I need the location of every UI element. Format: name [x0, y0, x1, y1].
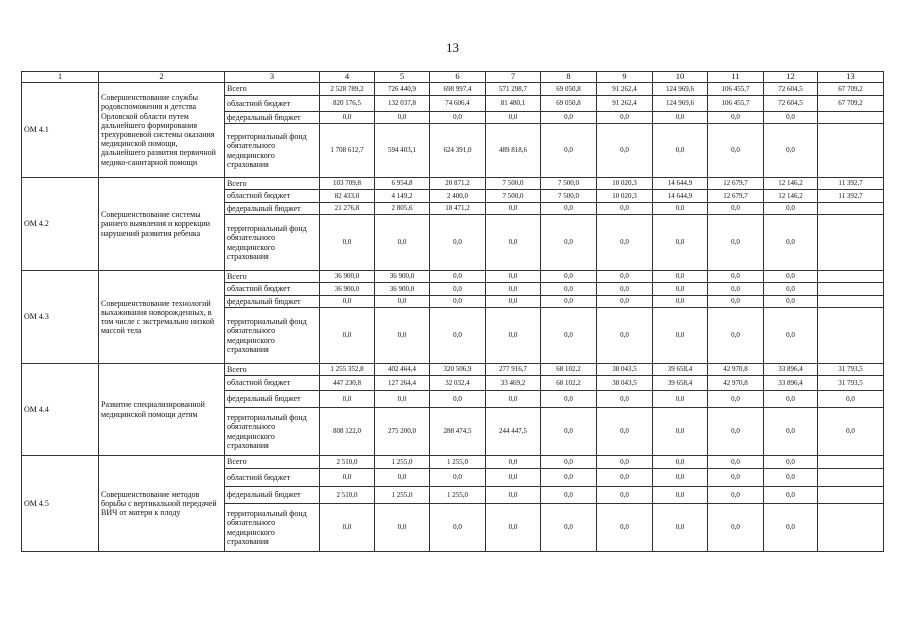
amount-cell: 0,0: [597, 308, 653, 364]
amount-cell: 0,0: [430, 296, 486, 308]
amount-cell: 0,0: [597, 271, 653, 283]
amount-cell: 0,0: [708, 469, 764, 487]
amount-cell: 0,0: [486, 308, 541, 364]
amount-cell: 0,0: [597, 203, 653, 215]
funding-source: федеральный бюджет: [225, 296, 320, 308]
amount-cell: 0,0: [653, 504, 708, 552]
amount-cell: 1 708 612,7: [320, 124, 375, 178]
amount-cell: 103 709,8: [320, 178, 375, 190]
amount-cell: 0,0: [375, 112, 430, 124]
funding-source: территориальный фонд обязательного медицинского страхования: [225, 504, 320, 552]
amount-cell: 0,0: [541, 308, 597, 364]
measure-code: ОМ 4.5: [22, 456, 99, 552]
amount-cell: 21 276,8: [320, 203, 375, 215]
amount-cell: 0,0: [320, 308, 375, 364]
amount-cell: 10 020,3: [597, 190, 653, 203]
amount-cell: 12 679,7: [708, 190, 764, 203]
header-row: [22, 72, 884, 83]
table-row: [22, 364, 884, 376]
amount-cell: 0,0: [486, 504, 541, 552]
column-header: 9: [597, 72, 653, 83]
amount-cell: 67 709,2: [818, 96, 884, 112]
amount-cell: 2 510,0: [320, 487, 375, 504]
amount-cell: 82 433,0: [320, 190, 375, 203]
column-header: 1: [22, 72, 99, 83]
amount-cell: 68 102,2: [541, 364, 597, 376]
amount-cell: 91 262,4: [597, 96, 653, 112]
amount-cell: 320 506,9: [430, 364, 486, 376]
amount-cell: 0,0: [708, 391, 764, 408]
amount-cell: 124 969,6: [653, 96, 708, 112]
table-row: [22, 83, 884, 96]
column-header: 10: [653, 72, 708, 83]
amount-cell: 72 604,5: [764, 83, 818, 96]
funding-source: федеральный бюджет: [225, 487, 320, 504]
amount-cell: 0,0: [541, 271, 597, 283]
table-row: [22, 178, 884, 190]
amount-cell: 0,0: [653, 296, 708, 308]
amount-cell: 0,0: [430, 391, 486, 408]
amount-cell: 0,0: [653, 391, 708, 408]
amount-cell: 0,0: [653, 456, 708, 469]
amount-cell: 0,0: [375, 296, 430, 308]
amount-cell: 0,0: [597, 215, 653, 271]
amount-cell: 0,0: [653, 283, 708, 296]
amount-cell: 402 464,4: [375, 364, 430, 376]
amount-cell: 0,0: [818, 391, 884, 408]
amount-cell: 726 440,9: [375, 83, 430, 96]
amount-cell: 0,0: [653, 408, 708, 456]
amount-cell: 0,0: [597, 112, 653, 124]
amount-cell: [818, 112, 884, 124]
amount-cell: [818, 469, 884, 487]
amount-cell: 11 392,7: [818, 190, 884, 203]
amount-cell: 132 037,8: [375, 96, 430, 112]
amount-cell: 0,0: [430, 283, 486, 296]
amount-cell: 0,0: [653, 308, 708, 364]
amount-cell: 0,0: [597, 469, 653, 487]
amount-cell: 33 469,2: [486, 376, 541, 391]
amount-cell: 2 510,0: [320, 456, 375, 469]
amount-cell: 36 900,0: [320, 283, 375, 296]
budget-table: [21, 71, 884, 552]
amount-cell: [818, 308, 884, 364]
amount-cell: 0,0: [653, 203, 708, 215]
amount-cell: 0,0: [430, 271, 486, 283]
amount-cell: 0,0: [597, 408, 653, 456]
column-header: 8: [541, 72, 597, 83]
funding-source: федеральный бюджет: [225, 391, 320, 408]
amount-cell: 0,0: [541, 283, 597, 296]
amount-cell: 0,0: [320, 296, 375, 308]
amount-cell: 68 102,2: [541, 376, 597, 391]
amount-cell: 36 900,0: [375, 283, 430, 296]
amount-cell: 0,0: [708, 456, 764, 469]
amount-cell: 31 793,5: [818, 376, 884, 391]
amount-cell: 124 969,6: [653, 83, 708, 96]
funding-source: территориальный фонд обязательного медицинского страхования: [225, 308, 320, 364]
amount-cell: 0,0: [486, 487, 541, 504]
amount-cell: 0,0: [764, 124, 818, 178]
amount-cell: 489 818,6: [486, 124, 541, 178]
amount-cell: 0,0: [320, 504, 375, 552]
amount-cell: 0,0: [764, 296, 818, 308]
amount-cell: 36 900,0: [320, 271, 375, 283]
amount-cell: 0,0: [320, 112, 375, 124]
amount-cell: 1 255,0: [375, 456, 430, 469]
amount-cell: 244 447,5: [486, 408, 541, 456]
amount-cell: 0,0: [430, 215, 486, 271]
amount-cell: 14 644,9: [653, 178, 708, 190]
measure-name: Совершенствование технологий выхаживания новорожденных, в том числе с экстремально низкой массой тела: [99, 271, 225, 364]
funding-source: областной бюджет: [225, 469, 320, 487]
amount-cell: 0,0: [541, 487, 597, 504]
measure-name: Развитие специализированной медицинской помощи детям: [99, 364, 225, 456]
amount-cell: 0,0: [320, 391, 375, 408]
amount-cell: 33 896,4: [764, 364, 818, 376]
amount-cell: [818, 215, 884, 271]
amount-cell: [818, 283, 884, 296]
amount-cell: [818, 203, 884, 215]
amount-cell: 81 480,1: [486, 96, 541, 112]
amount-cell: 1 255,0: [430, 456, 486, 469]
amount-cell: 0,0: [597, 487, 653, 504]
amount-cell: 0,0: [764, 283, 818, 296]
amount-cell: 0,0: [597, 391, 653, 408]
amount-cell: 6 954,8: [375, 178, 430, 190]
amount-cell: 7 500,0: [486, 190, 541, 203]
funding-source: федеральный бюджет: [225, 203, 320, 215]
measure-code: ОМ 4.4: [22, 364, 99, 456]
measure-code: ОМ 4.2: [22, 178, 99, 271]
amount-cell: 0,0: [430, 469, 486, 487]
amount-cell: 0,0: [764, 487, 818, 504]
amount-cell: 12 679,7: [708, 178, 764, 190]
amount-cell: 38 043,5: [597, 376, 653, 391]
funding-source: областной бюджет: [225, 376, 320, 391]
amount-cell: 0,0: [375, 391, 430, 408]
amount-cell: 0,0: [486, 456, 541, 469]
amount-cell: 0,0: [541, 215, 597, 271]
amount-cell: 0,0: [597, 283, 653, 296]
amount-cell: 0,0: [708, 271, 764, 283]
column-header: 13: [818, 72, 884, 83]
amount-cell: 0,0: [375, 504, 430, 552]
amount-cell: 0,0: [486, 469, 541, 487]
funding-source: областной бюджет: [225, 190, 320, 203]
funding-source: Всего: [225, 83, 320, 96]
table-row: [22, 271, 884, 283]
amount-cell: 0,0: [375, 469, 430, 487]
amount-cell: 0,0: [653, 271, 708, 283]
funding-source: территориальный фонд обязательного медицинского страхования: [225, 124, 320, 178]
amount-cell: 0,0: [541, 408, 597, 456]
amount-cell: 32 032,4: [430, 376, 486, 391]
amount-cell: 0,0: [486, 112, 541, 124]
amount-cell: 0,0: [708, 487, 764, 504]
amount-cell: 31 793,5: [818, 364, 884, 376]
amount-cell: 288 474,5: [430, 408, 486, 456]
amount-cell: 0,0: [541, 203, 597, 215]
amount-cell: 38 043,5: [597, 364, 653, 376]
amount-cell: 0,0: [541, 456, 597, 469]
amount-cell: 0,0: [430, 112, 486, 124]
funding-source: областной бюджет: [225, 283, 320, 296]
amount-cell: 2 528 789,2: [320, 83, 375, 96]
amount-cell: 0,0: [541, 504, 597, 552]
amount-cell: 42 970,8: [708, 364, 764, 376]
amount-cell: 0,0: [708, 203, 764, 215]
amount-cell: 277 916,7: [486, 364, 541, 376]
amount-cell: 0,0: [708, 296, 764, 308]
amount-cell: 0,0: [764, 308, 818, 364]
amount-cell: [818, 124, 884, 178]
amount-cell: 1 255,0: [375, 487, 430, 504]
amount-cell: 7 500,0: [541, 178, 597, 190]
amount-cell: 0,0: [430, 504, 486, 552]
amount-cell: 820 176,5: [320, 96, 375, 112]
amount-cell: 18 471,2: [430, 203, 486, 215]
amount-cell: 0,0: [764, 203, 818, 215]
funding-source: Всего: [225, 364, 320, 376]
measure-name: Совершенствование системы раннего выявления и коррекции нарушений развития ребенка: [99, 178, 225, 271]
funding-source: Всего: [225, 178, 320, 190]
amount-cell: 74 606,4: [430, 96, 486, 112]
amount-cell: 0,0: [541, 469, 597, 487]
amount-cell: 69 050,8: [541, 83, 597, 96]
amount-cell: 0,0: [708, 504, 764, 552]
amount-cell: 1 255 352,8: [320, 364, 375, 376]
amount-cell: 0,0: [375, 215, 430, 271]
amount-cell: 0,0: [541, 391, 597, 408]
amount-cell: 0,0: [708, 215, 764, 271]
amount-cell: 20 871,2: [430, 178, 486, 190]
amount-cell: 12 146,2: [764, 190, 818, 203]
amount-cell: 0,0: [597, 456, 653, 469]
amount-cell: 624 391,0: [430, 124, 486, 178]
amount-cell: [818, 296, 884, 308]
amount-cell: 7 500,0: [486, 178, 541, 190]
amount-cell: 7 500,0: [541, 190, 597, 203]
amount-cell: 11 392,7: [818, 178, 884, 190]
amount-cell: 0,0: [764, 408, 818, 456]
amount-cell: 39 658,4: [653, 364, 708, 376]
amount-cell: 69 050,8: [541, 96, 597, 112]
amount-cell: 698 997,4: [430, 83, 486, 96]
amount-cell: 0,0: [764, 391, 818, 408]
page-number: 13: [446, 40, 459, 55]
amount-cell: [818, 456, 884, 469]
amount-cell: 0,0: [764, 215, 818, 271]
amount-cell: 91 262,4: [597, 83, 653, 96]
column-header: 2: [99, 72, 225, 83]
amount-cell: [818, 504, 884, 552]
amount-cell: 0,0: [653, 124, 708, 178]
amount-cell: 0,0: [541, 124, 597, 178]
amount-cell: 0,0: [653, 215, 708, 271]
measure-name: Совершенствование службы родовспоможения и детства Орловской области путем дальнейшего формирования трехуровневой системы оказания медицинской помощи, дальнейшего развития первичной медико-санитарной помощи: [99, 83, 225, 178]
funding-source: федеральный бюджет: [225, 112, 320, 124]
amount-cell: 0,0: [375, 308, 430, 364]
amount-cell: 571 298,7: [486, 83, 541, 96]
amount-cell: 0,0: [708, 308, 764, 364]
amount-cell: 33 896,4: [764, 376, 818, 391]
amount-cell: 0,0: [764, 112, 818, 124]
amount-cell: 0,0: [541, 296, 597, 308]
column-header: 12: [764, 72, 818, 83]
amount-cell: 72 604,5: [764, 96, 818, 112]
amount-cell: 0,0: [486, 391, 541, 408]
amount-cell: 0,0: [486, 296, 541, 308]
amount-cell: 0,0: [486, 283, 541, 296]
measure-name: Совершенствование методов борьбы с вертикальной передачей ВИЧ от матери к плоду: [99, 456, 225, 552]
amount-cell: 0,0: [818, 408, 884, 456]
amount-cell: 447 230,8: [320, 376, 375, 391]
amount-cell: 0,0: [764, 469, 818, 487]
column-header: 7: [486, 72, 541, 83]
column-header: 5: [375, 72, 430, 83]
funding-source: Всего: [225, 456, 320, 469]
amount-cell: 4 149,2: [375, 190, 430, 203]
amount-cell: 0,0: [320, 469, 375, 487]
amount-cell: 275 200,0: [375, 408, 430, 456]
amount-cell: 594 403,1: [375, 124, 430, 178]
amount-cell: 0,0: [597, 296, 653, 308]
amount-cell: 0,0: [708, 283, 764, 296]
amount-cell: 0,0: [653, 469, 708, 487]
amount-cell: 36 900,0: [375, 271, 430, 283]
amount-cell: 127 264,4: [375, 376, 430, 391]
funding-source: территориальный фонд обязательного медицинского страхования: [225, 215, 320, 271]
table-row: [22, 456, 884, 469]
column-header: 3: [225, 72, 320, 83]
column-header: 4: [320, 72, 375, 83]
column-header: 11: [708, 72, 764, 83]
amount-cell: 0,0: [708, 408, 764, 456]
amount-cell: 0,0: [708, 124, 764, 178]
amount-cell: 0,0: [597, 124, 653, 178]
amount-cell: 0,0: [597, 504, 653, 552]
amount-cell: 14 644,9: [653, 190, 708, 203]
amount-cell: 0,0: [708, 112, 764, 124]
amount-cell: 0,0: [320, 215, 375, 271]
amount-cell: 106 455,7: [708, 96, 764, 112]
amount-cell: 2 805,6: [375, 203, 430, 215]
amount-cell: 0,0: [653, 112, 708, 124]
amount-cell: 1 255,0: [430, 487, 486, 504]
amount-cell: 0,0: [486, 215, 541, 271]
amount-cell: 0,0: [764, 456, 818, 469]
amount-cell: 106 455,7: [708, 83, 764, 96]
amount-cell: 0,0: [541, 112, 597, 124]
funding-source: Всего: [225, 271, 320, 283]
funding-source: областной бюджет: [225, 96, 320, 112]
amount-cell: 2 400,0: [430, 190, 486, 203]
column-header: 6: [430, 72, 486, 83]
measure-code: ОМ 4.1: [22, 83, 99, 178]
amount-cell: 0,0: [764, 271, 818, 283]
amount-cell: 0,0: [653, 487, 708, 504]
amount-cell: 67 709,2: [818, 83, 884, 96]
amount-cell: 0,0: [764, 504, 818, 552]
amount-cell: 0,0: [486, 203, 541, 215]
amount-cell: [818, 271, 884, 283]
funding-source: территориальный фонд обязательного медицинского страхования: [225, 408, 320, 456]
amount-cell: 808 122,0: [320, 408, 375, 456]
amount-cell: 10 020,3: [597, 178, 653, 190]
measure-code: ОМ 4.3: [22, 271, 99, 364]
amount-cell: 0,0: [486, 271, 541, 283]
amount-cell: 42 970,8: [708, 376, 764, 391]
amount-cell: [818, 487, 884, 504]
amount-cell: 12 146,2: [764, 178, 818, 190]
amount-cell: 0,0: [430, 308, 486, 364]
amount-cell: 39 658,4: [653, 376, 708, 391]
